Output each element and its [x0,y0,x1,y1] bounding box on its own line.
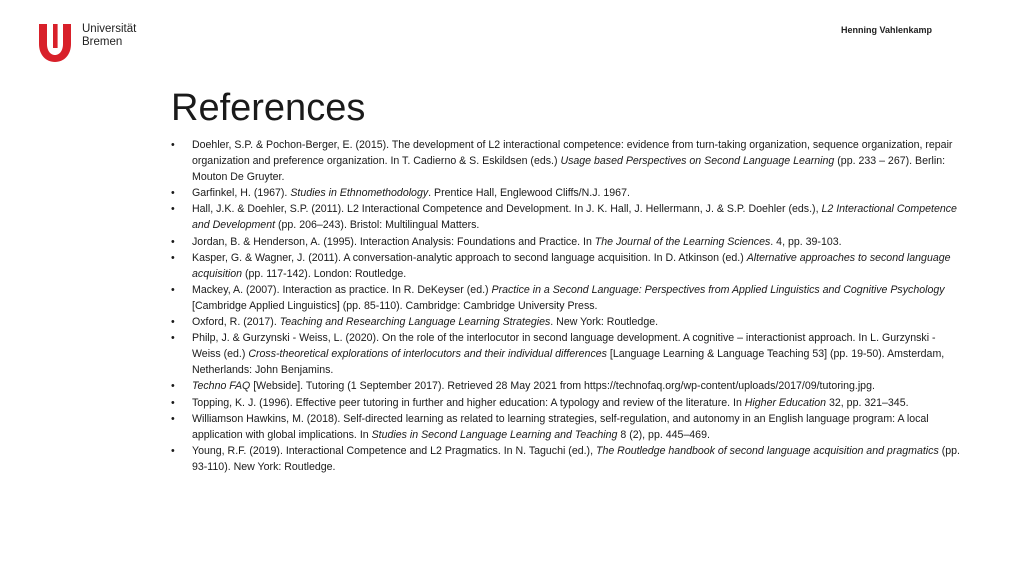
reference-text: Hall, J.K. & Doehler, S.P. (2011). L2 Interactional Competence and Development. In J. K. Hall, J. Hellermann, J. & S.P. Doehler (eds.), [192,203,822,216]
reference-title: The Routledge handbook of second language acquisition and pragmatics [595,444,939,457]
reference-text: Topping, K. J. (1996). Effective peer tutoring in further and higher education: A typology and review of the literature. In [192,396,745,409]
bullet-icon: • [171,380,175,393]
reference-item [171,250,961,282]
author-name: Henning Vahlenkamp [840,25,932,35]
university-logo [36,22,136,64]
university-name [82,23,136,49]
reference-text-tail: (pp. 233 – 267). Berlin: Mouton De Gruyter. [192,155,946,184]
bullet-icon: • [171,412,175,425]
reference-text-tail: . 4, pp. 39-103. [770,235,842,248]
reference-text-tail: (pp. 93-110). New York: Routledge. [192,444,960,473]
page-title: References [171,87,366,129]
reference-title: Cross-theoretical explorations of interlocutors and their individual differences [248,348,607,361]
reference-text: Williamson Hawkins, M. (2018). Self-directed learning as related to learning strategies, self-regulation, and autonomy in an English language program: A local application with global implications. In [192,412,929,441]
reference-item [171,395,961,411]
reference-text-tail: [Webside]. Tutoring (1 September 2017). Retrieved 28 May 2021 from https://technofaq.org/wp-content/uploads/2017/09/tutoring.jpg. [250,380,875,393]
reference-item [171,201,961,233]
reference-text-tail: 32, pp. 321–345. [826,396,909,409]
reference-item [171,330,961,378]
reference-title: The Journal of the Learning Sciences [594,235,771,248]
reference-item [171,411,961,443]
reference-text-tail: (pp. 206–243). Bristol: Multilingual Matters. [275,219,480,232]
university-logo-mark-icon [36,22,74,64]
bullet-icon: • [171,187,175,200]
reference-text: Kasper, G. & Wagner, J. (2011). A conversation-analytic approach to second language acquisition. In D. Atkinson (ed.) [192,251,747,264]
bullet-icon: • [171,203,175,216]
reference-item [171,234,961,250]
reference-text: Philp, J. & Gurzynski - Weiss, L. (2020). On the role of the interlocutor in second language development. A cognitive – interactionist approach. In L. Gurzynski - Weiss (ed.) [192,332,936,361]
reference-title: Practice in a Second Language: Perspectives from Applied Linguistics and Cognitive Psychology [491,283,945,296]
reference-text-tail: . Prentice Hall, Englewood Cliffs/N.J. 1967. [428,187,630,200]
reference-text-tail: [Language Learning & Language Teaching 53] (pp. 19-50). Amsterdam, Netherlands: John Benjamins. [192,348,945,377]
reference-text: Garfinkel, H. (1967). [192,187,291,200]
reference-text-tail: 8 (2), pp. 445–469. [617,428,710,441]
reference-text-tail: . New York: Routledge. [550,316,659,329]
bullet-icon: • [171,316,175,329]
reference-title: Usage based Perspectives on Second Language Learning [560,155,835,168]
bullet-icon: • [171,283,175,296]
reference-item [171,443,961,475]
reference-text-tail: [Cambridge Applied Linguistics] (pp. 85-110). Cambridge: Cambridge University Press. [192,299,598,312]
reference-title: Teaching and Researching Language Learning Strategies [279,316,551,329]
university-name-line1: Universität [82,23,137,35]
reference-item [171,185,961,201]
reference-item [171,314,961,330]
bullet-icon: • [171,235,175,248]
bullet-icon: • [171,332,175,345]
bullet-icon: • [171,396,175,409]
reference-item [171,378,961,394]
reference-title: Techno FAQ [192,380,251,393]
reference-list [171,137,961,475]
bullet-icon: • [171,251,175,264]
reference-item [171,137,961,185]
reference-title: Higher Education [744,396,827,409]
reference-title: Studies in Second Language Learning and Teaching [371,428,618,441]
reference-title: L2 Interactional Competence and Development [192,203,957,232]
reference-text: Doehler, S.P. & Pochon-Berger, E. (2015). The development of L2 interactional competence: evidence from turn-taking organization, sequence organization, repair organization and preference organization. In T. Cadierno & S. Eskildsen (eds.) [192,139,953,168]
reference-text: Mackey, A. (2007). Interaction as practice. In R. DeKeyser (ed.) [192,283,492,296]
bullet-icon: • [171,444,175,457]
university-name-line2: Bremen [82,36,123,48]
reference-text-tail: (pp. 117-142). London: Routledge. [242,267,407,280]
reference-text: Jordan, B. & Henderson, A. (1995). Interaction Analysis: Foundations and Practice. In [192,235,595,248]
reference-title: Studies in Ethnomethodology [290,187,429,200]
reference-text: Young, R.F. (2019). Interactional Competence and L2 Pragmatics. In N. Taguchi (ed.), [192,444,596,457]
reference-title: Alternative approaches to second language acquisition [192,251,951,280]
reference-text: Oxford, R. (2017). [192,316,280,329]
bullet-icon: • [171,139,175,151]
reference-item [171,282,961,314]
